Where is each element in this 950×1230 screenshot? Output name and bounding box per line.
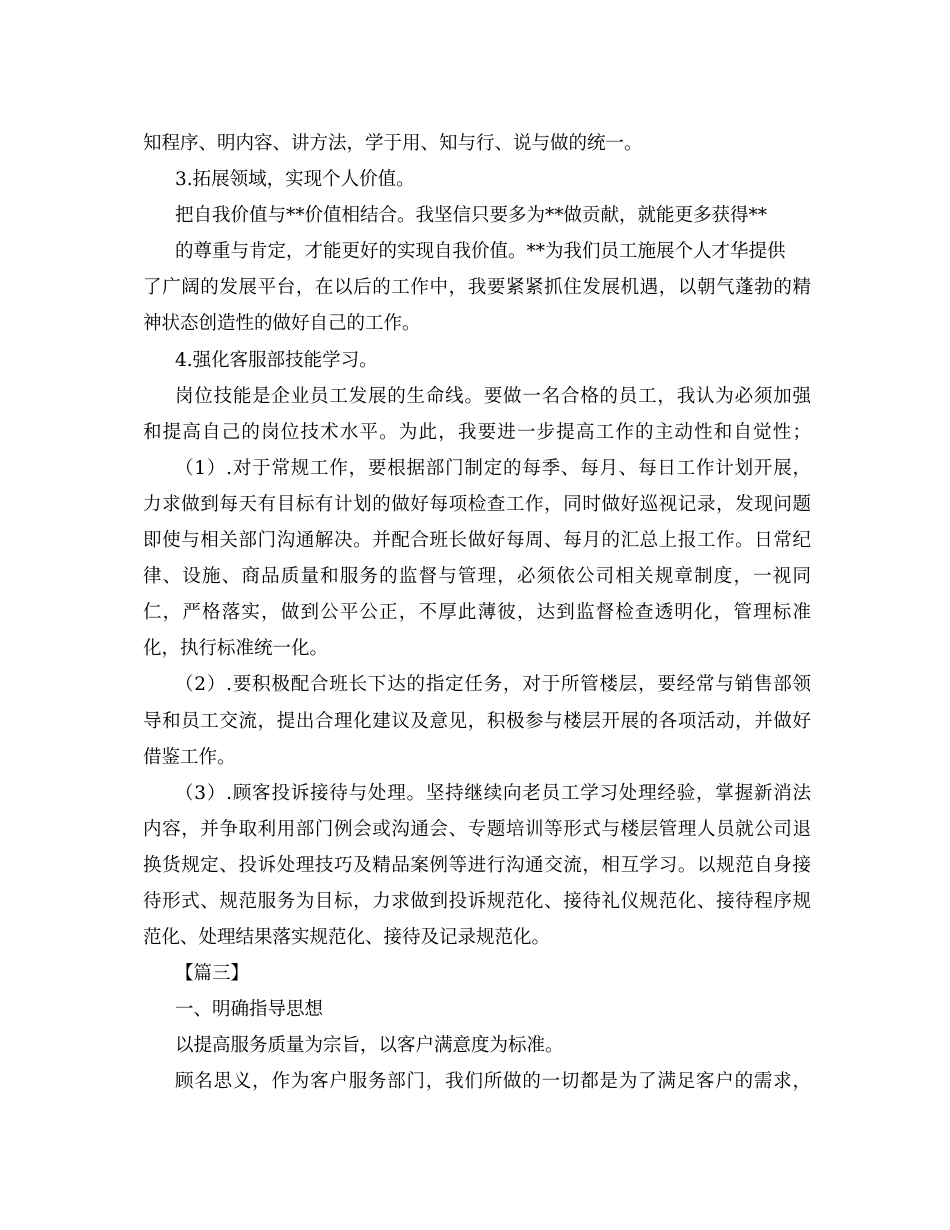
text-line: 一、明确指导思想 xyxy=(175,999,324,1021)
text-line: （3）.顾客投诉接待与处理。坚持继续向老员工学习处理经验，掌握新消法 xyxy=(175,782,811,804)
text-line: （2）.要积极配合班长下达的指定任务，对于所管楼层，要经常与销售部领 xyxy=(175,674,811,696)
text-line: 即使与相关部门沟通解决。并配合班长做好每周、每月的汇总上报工作。日常纪 xyxy=(143,530,811,552)
text-line: 范化、处理结果落实规范化、接待及记录规范化。 xyxy=(143,927,551,949)
text-line: 了广阔的发展平台，在以后的工作中，我要紧紧抓住发展机遇，以朝气蓬勃的精 xyxy=(143,277,811,299)
text-line: 借鉴工作。 xyxy=(143,746,236,768)
text-line: 4.强化客服部技能学习。 xyxy=(175,349,378,371)
text-line: 【篇三】 xyxy=(175,963,250,985)
text-line: 律、设施、商品质量和服务的监督与管理，必须依公司相关规章制度，一视同 xyxy=(143,566,811,588)
text-line: 以提高服务质量为宗旨，以客户满意度为标准。 xyxy=(175,1035,564,1057)
document-body xyxy=(143,126,811,1101)
text-line: 和提高自己的岗位技术水平。为此，我要进一步提高工作的主动性和自觉性； xyxy=(143,421,811,443)
text-line: （1）.对于常规工作，要根据部门制定的每季、每月、每日工作计划开展， xyxy=(175,457,811,479)
text-line: 力求做到每天有目标有计划的做好每项检查工作，同时做好巡视记录，发现问题 xyxy=(143,493,811,515)
text-line: 仁，严格落实，做到公平公正，不厚此薄彼，达到监督检查透明化，管理标准 xyxy=(143,602,811,624)
text-line: 待形式、规范服务为目标，力求做到投诉规范化、接待礼仪规范化、接待程序规 xyxy=(143,890,811,912)
text-line: 3.拓展领域，实现个人价值。 xyxy=(175,169,415,191)
text-line: 换货规定、投诉处理技巧及精品案例等进行沟通交流，相互学习。以规范自身接 xyxy=(143,854,811,876)
text-line: 知程序、明内容、讲方法，学于用、知与行、说与做的统一。 xyxy=(143,133,643,154)
text-line: 神状态创造性的做好自己的工作。 xyxy=(143,313,421,335)
text-line: 的尊重与肯定，才能更好的实现自我价值。**为我们员工施展个人才华提供 xyxy=(175,241,786,263)
text-line: 导和员工交流，提出合理化建议及意见，积极参与楼层开展的各项活动，并做好 xyxy=(143,710,811,732)
text-line: 顾名思义，作为客户服务部门，我们所做的一切都是为了满足客户的需求， xyxy=(175,1071,811,1093)
text-line: 内容，并争取利用部门例会或沟通会、专题培训等形式与楼层管理人员就公司退 xyxy=(143,818,811,840)
text-line: 化，执行标准统一化。 xyxy=(143,638,329,660)
text-line: 岗位技能是企业员工发展的生命线。要做一名合格的员工，我认为必须加强 xyxy=(175,385,811,407)
text-line: 把自我价值与**价值相结合。我坚信只要多为**做贡献，就能更多获得** xyxy=(175,205,768,227)
